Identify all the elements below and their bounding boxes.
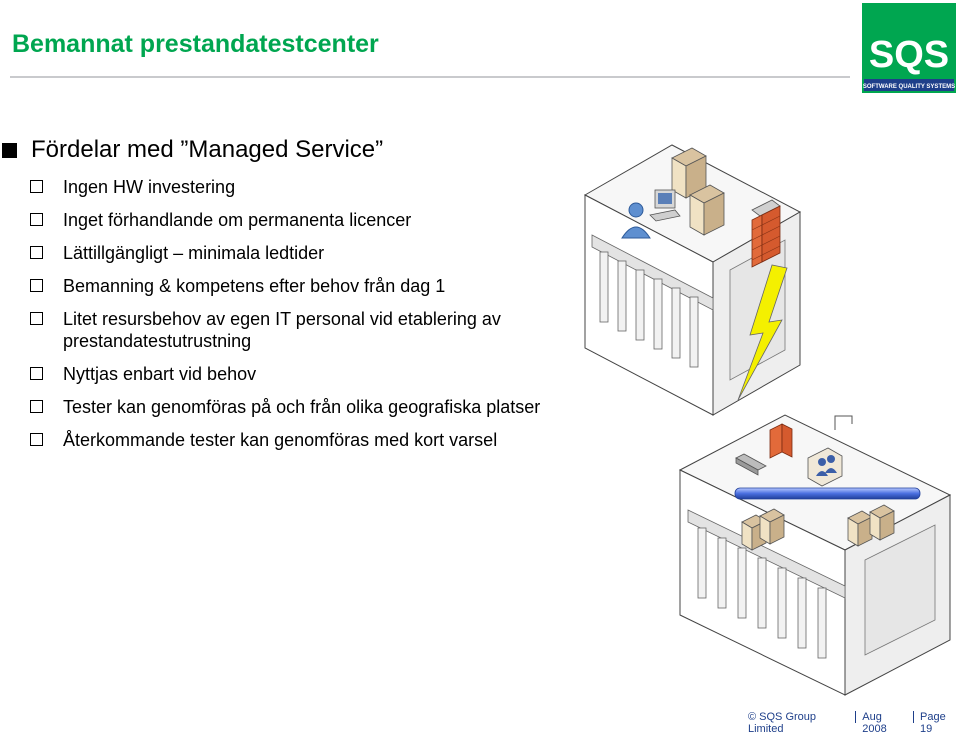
list-item: Lättillgängligt – minimala ledtider (30, 242, 570, 264)
network-illustration (580, 140, 958, 700)
firewall-icon (770, 424, 792, 458)
bracket-icon (835, 416, 852, 430)
box-bullet-icon (30, 180, 43, 193)
network-bus (735, 488, 920, 499)
box-bullet-icon (30, 433, 43, 446)
footer-separator (913, 711, 914, 723)
copyright-text: © SQS Group Limited (748, 711, 817, 735)
list-item: Tester kan genomföras på och från olika geografiska platser (30, 396, 570, 418)
box-bullet-icon (30, 400, 43, 413)
box-bullet-icon (30, 279, 43, 292)
box-bullet-icon (30, 312, 43, 325)
sqs-logo (862, 3, 956, 93)
footer-date: Aug 2008 (862, 711, 887, 735)
list-item: Inget förhandlande om permanenta licencer (30, 209, 570, 231)
square-bullet-icon (2, 143, 17, 158)
logo-text: SQS (868, 34, 950, 76)
list-item: Nyttjas enbart vid behov (30, 363, 570, 385)
box-bullet-icon (30, 246, 43, 259)
logo-tagline: SOFTWARE QUALITY SYSTEMS (862, 84, 956, 90)
footer-separator (855, 711, 856, 723)
list-item: Återkommande tester kan genomföras med kort varsel (30, 429, 570, 451)
page-title: Bemannat prestandatestcenter (12, 30, 379, 58)
footer (748, 711, 959, 735)
list-item: Bemanning & kompetens efter behov från dag 1 (30, 275, 570, 297)
header-divider (10, 76, 850, 78)
main-bullet-text: Fördelar med ”Managed Service” (31, 136, 384, 163)
box-bullet-icon (30, 213, 43, 226)
page-number: Page 19 (920, 711, 946, 735)
main-bullet (2, 136, 383, 164)
list-item: Ingen HW investering (30, 176, 570, 198)
box-bullet-icon (30, 367, 43, 380)
list-item: Litet resursbehov av egen IT personal vid etablering av prestandatestutrustning (30, 308, 570, 352)
benefit-list (30, 176, 570, 462)
